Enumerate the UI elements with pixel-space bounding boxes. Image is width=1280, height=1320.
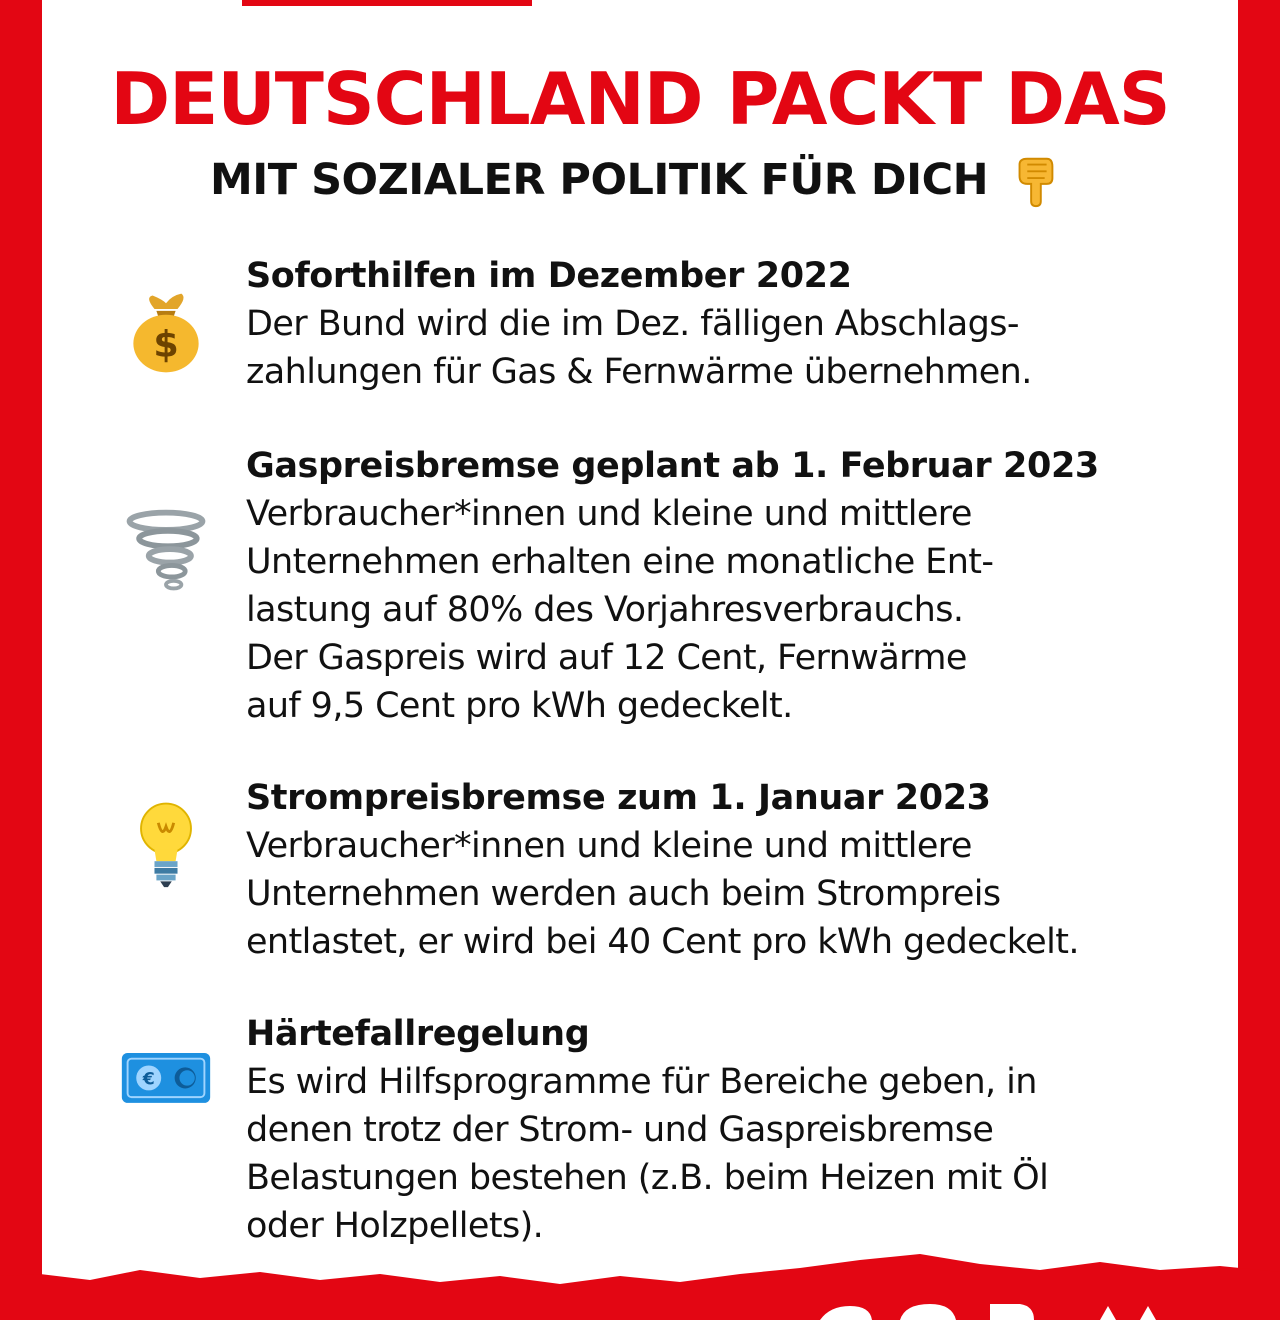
euro-banknote-icon [118, 1028, 214, 1124]
tornado-icon [118, 504, 214, 600]
benefit-text [246, 252, 1226, 396]
benefit-title: Gaspreisbremse geplant ab 1. Februar 2023 [246, 446, 1099, 486]
benefit-line: Der Bund wird die im Dez. fälligen Abschlags- [246, 304, 1019, 344]
benefit-line: denen trotz der Strom- und Gaspreisbremse [246, 1110, 994, 1150]
benefit-line: lastung auf 80% des Vorjahresverbrauchs. [246, 590, 964, 630]
page-title: DEUTSCHLAND PACKT DAS [110, 57, 1170, 141]
benefit-title: Soforthilfen im Dezember 2022 [246, 256, 852, 296]
svg-text:$: $ [153, 322, 179, 366]
poster-panel [42, 0, 1238, 1320]
benefit-text [246, 442, 1226, 730]
benefit-text [246, 1010, 1226, 1250]
benefit-line: Belastungen bestehen (z.B. beim Heizen mit Öl [246, 1158, 1049, 1198]
benefit-line: Unternehmen erhalten eine monatliche Ent- [246, 542, 994, 582]
benefit-line: Der Gaspreis wird auf 12 Cent, Fernwärme [246, 638, 967, 678]
benefit-line: Unternehmen werden auch beim Strompreis [246, 874, 1001, 914]
light-bulb-icon [118, 794, 214, 890]
benefit-line: entlastet, er wird bei 40 Cent pro kWh gedeckelt. [246, 922, 1079, 962]
benefit-title: Strompreisbremse zum 1. Januar 2023 [246, 778, 991, 818]
torn-paper-edge [0, 1240, 1280, 1320]
benefit-title: Härtefallregelung [246, 1014, 590, 1054]
money-bag-icon [118, 284, 214, 380]
svg-text:€: € [142, 1069, 155, 1090]
logo-fragment [242, 0, 532, 6]
benefit-line: zahlungen für Gas & Fernwärme übernehmen. [246, 352, 1032, 392]
benefit-line: Verbraucher*innen und kleine und mittlere [246, 494, 972, 534]
benefit-line: Es wird Hilfsprogramme für Bereiche geben, in [246, 1062, 1037, 1102]
benefit-line: Verbraucher*innen und kleine und mittlere [246, 826, 972, 866]
pointing-down-icon [1006, 151, 1064, 209]
subtitle-text: MIT SOZIALER POLITIK FÜR DICH [210, 155, 989, 205]
benefit-line: auf 9,5 Cent pro kWh gedeckelt. [246, 686, 793, 726]
benefit-text [246, 774, 1226, 966]
page-subtitle [210, 150, 1064, 210]
benefit-line: oder Holzpellets). [246, 1206, 544, 1246]
